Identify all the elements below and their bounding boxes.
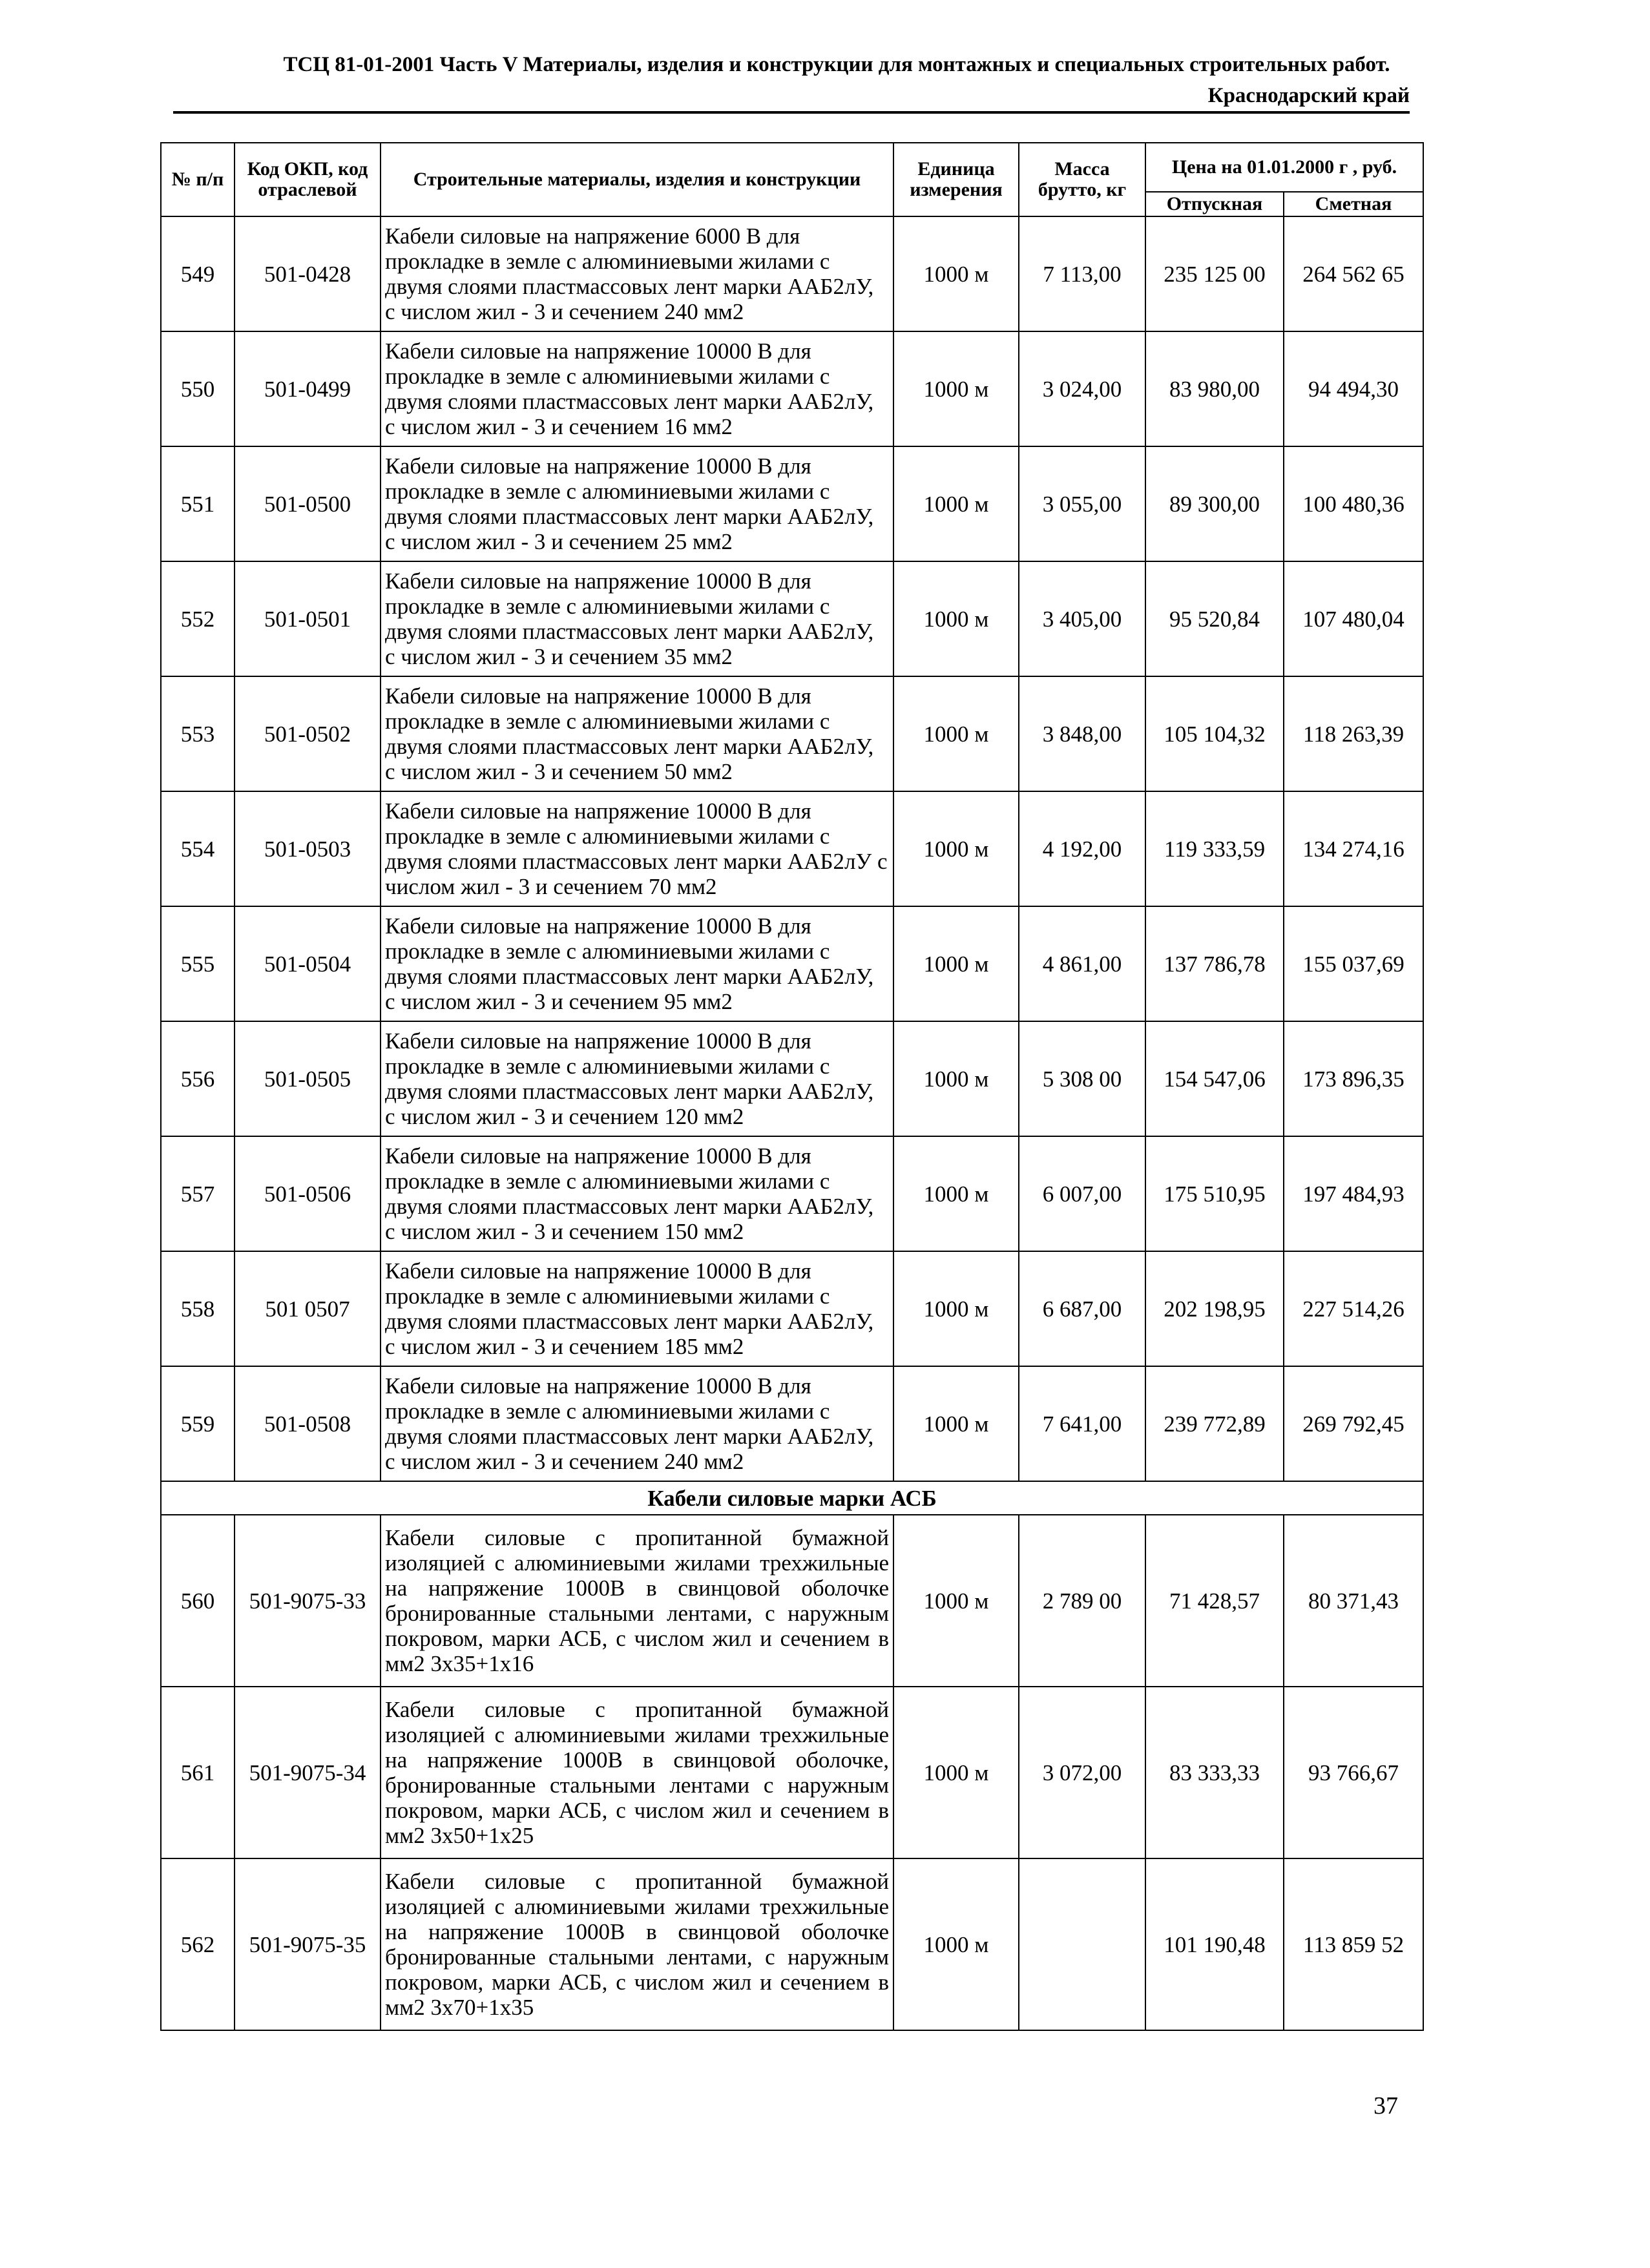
cell-unit: 1000 м (893, 1515, 1019, 1687)
cell-num: 561 (161, 1687, 235, 1858)
cell-price-release: 202 198,95 (1145, 1251, 1284, 1366)
cell-num: 556 (161, 1021, 235, 1136)
col-header-price-estimate: Сметная (1284, 192, 1423, 216)
cell-price-release: 83 333,33 (1145, 1687, 1284, 1858)
cell-price-release: 119 333,59 (1145, 791, 1284, 906)
cell-unit: 1000 м (893, 1021, 1019, 1136)
cell-code: 501-0506 (235, 1136, 381, 1251)
cell-num: 562 (161, 1858, 235, 2030)
table-row (161, 791, 1423, 906)
cell-price-release: 154 547,06 (1145, 1021, 1284, 1136)
table-row (161, 561, 1423, 676)
running-header-title: ТСЦ 81-01-2001 Часть V Материалы, изделия и конструкции для монтажных и специальных строительных работ. (283, 53, 1390, 76)
cell-name: Кабели силовые на напряжение 10000 В для прокладке в земле с алюминиевыми жилами с двумя слоями пластмассовых лент марки ААБ2лУ, с числом жил - 3 и сечением 120 мм2 (381, 1021, 893, 1136)
cell-mass: 3 848,00 (1019, 676, 1145, 791)
table-row (161, 1687, 1423, 1858)
cell-price-release: 239 772,89 (1145, 1366, 1284, 1481)
cell-code: 501-9075-33 (235, 1515, 381, 1687)
page-number: 37 (1373, 2092, 1398, 2119)
cell-mass: 6 687,00 (1019, 1251, 1145, 1366)
cell-price-estimate: 113 859 52 (1284, 1858, 1423, 2030)
running-header-region: Краснодарский край (1207, 84, 1410, 107)
cell-num: 554 (161, 791, 235, 906)
header-rule (173, 111, 1410, 114)
cell-price-estimate: 197 484,93 (1284, 1136, 1423, 1251)
col-header-price-release: Отпускная (1145, 192, 1284, 216)
cell-code: 501-0505 (235, 1021, 381, 1136)
cell-code: 501-0501 (235, 561, 381, 676)
cell-code: 501-0503 (235, 791, 381, 906)
table-row (161, 1251, 1423, 1366)
section-title: Кабели силовые марки АСБ (161, 1481, 1423, 1515)
cell-num: 552 (161, 561, 235, 676)
cell-price-release: 89 300,00 (1145, 446, 1284, 561)
table-row (161, 676, 1423, 791)
table-row (161, 1858, 1423, 2030)
cell-name: Кабели силовые на напряжение 10000 В для прокладке в земле с алюминиевыми жилами с двумя слоями пластмассовых лент марки ААБ2лУ с числом жил - 3 и сечением 70 мм2 (381, 791, 893, 906)
cell-unit: 1000 м (893, 906, 1019, 1021)
cell-unit: 1000 м (893, 1251, 1019, 1366)
cell-code: 501-9075-35 (235, 1858, 381, 2030)
cell-name: Кабели силовые на напряжение 10000 В для прокладке в земле с алюминиевыми жилами с двумя слоями пластмассовых лент марки ААБ2лУ, с числом жил - 3 и сечением 50 мм2 (381, 676, 893, 791)
cell-unit: 1000 м (893, 791, 1019, 906)
cell-mass: 3 024,00 (1019, 331, 1145, 446)
cell-name: Кабели силовые с пропитанной бумажной изоляцией с алюминиевыми жилами трехжильные на напряжение 1000В в свинцовой оболочке бронированные стальными лентами, с наружным покровом, марки АСБ, с числом жил и сечением в мм2 3х70+1х35 (381, 1858, 893, 2030)
cell-price-estimate: 269 792,45 (1284, 1366, 1423, 1481)
cell-mass: 7 641,00 (1019, 1366, 1145, 1481)
cell-price-estimate: 94 494,30 (1284, 331, 1423, 446)
cell-price-estimate: 227 514,26 (1284, 1251, 1423, 1366)
cell-unit: 1000 м (893, 561, 1019, 676)
col-header-price: Цена на 01.01.2000 г , руб. (1145, 143, 1423, 192)
cell-mass: 4 192,00 (1019, 791, 1145, 906)
cell-num: 553 (161, 676, 235, 791)
cell-name: Кабели силовые на напряжение 6000 В для прокладке в земле с алюминиевыми жилами с двумя слоями пластмассовых лент марки ААБ2лУ, с числом жил - 3 и сечением 240 мм2 (381, 216, 893, 331)
cell-unit: 1000 м (893, 331, 1019, 446)
table-row (161, 331, 1423, 446)
cell-num: 558 (161, 1251, 235, 1366)
cell-unit: 1000 м (893, 676, 1019, 791)
cell-code: 501-9075-34 (235, 1687, 381, 1858)
cell-price-release: 105 104,32 (1145, 676, 1284, 791)
cell-name: Кабели силовые на напряжение 10000 В для прокладке в земле с алюминиевыми жилами с двумя слоями пластмассовых лент марки ААБ2лУ, с числом жил - 3 и сечением 240 мм2 (381, 1366, 893, 1481)
cell-price-estimate: 155 037,69 (1284, 906, 1423, 1021)
cell-price-estimate: 173 896,35 (1284, 1021, 1423, 1136)
cell-mass: 7 113,00 (1019, 216, 1145, 331)
cell-mass (1019, 1858, 1145, 2030)
cell-price-estimate: 107 480,04 (1284, 561, 1423, 676)
cell-price-estimate: 100 480,36 (1284, 446, 1423, 561)
cell-name: Кабели силовые на напряжение 10000 В для прокладке в земле с алюминиевыми жилами с двумя слоями пластмассовых лент марки ААБ2лУ, с числом жил - 3 и сечением 16 мм2 (381, 331, 893, 446)
col-header-code: Код ОКП, код отраслевой (235, 143, 381, 216)
cell-mass: 3 072,00 (1019, 1687, 1145, 1858)
table-row (161, 216, 1423, 331)
cell-code: 501-0502 (235, 676, 381, 791)
table-row (161, 1021, 1423, 1136)
cell-name: Кабели силовые на напряжение 10000 В для прокладке в земле с алюминиевыми жилами с двумя слоями пластмассовых лент марки ААБ2лУ, с числом жил - 3 и сечением 25 мм2 (381, 446, 893, 561)
cell-code: 501-0504 (235, 906, 381, 1021)
col-header-unit: Единица измерения (893, 143, 1019, 216)
col-header-mass: Масса брутто, кг (1019, 143, 1145, 216)
cell-price-release: 71 428,57 (1145, 1515, 1284, 1687)
cell-code: 501-0428 (235, 216, 381, 331)
cell-code: 501-0508 (235, 1366, 381, 1481)
cell-price-estimate: 264 562 65 (1284, 216, 1423, 331)
cell-mass: 3 055,00 (1019, 446, 1145, 561)
cell-price-release: 95 520,84 (1145, 561, 1284, 676)
cell-price-release: 235 125 00 (1145, 216, 1284, 331)
cell-code: 501-0500 (235, 446, 381, 561)
cell-unit: 1000 м (893, 1366, 1019, 1481)
cell-num: 559 (161, 1366, 235, 1481)
price-table (160, 142, 1424, 2031)
cell-name: Кабели силовые с пропитанной бумажной изоляцией с алюминиевыми жилами трехжильные на напряжение 1000В в свинцовой оболочке бронированные стальными лентами, с наружным покровом, марки АСБ, с числом жил и сечением в мм2 3х35+1х16 (381, 1515, 893, 1687)
cell-code: 501 0507 (235, 1251, 381, 1366)
cell-price-release: 137 786,78 (1145, 906, 1284, 1021)
cell-mass: 3 405,00 (1019, 561, 1145, 676)
table-row (161, 1136, 1423, 1251)
cell-num: 555 (161, 906, 235, 1021)
cell-price-release: 101 190,48 (1145, 1858, 1284, 2030)
cell-name: Кабели силовые на напряжение 10000 В для прокладке в земле с алюминиевыми жилами с двумя слоями пластмассовых лент марки ААБ2лУ, с числом жил - 3 и сечением 150 мм2 (381, 1136, 893, 1251)
cell-num: 560 (161, 1515, 235, 1687)
section-row (161, 1481, 1423, 1515)
table-row (161, 1366, 1423, 1481)
cell-price-release: 83 980,00 (1145, 331, 1284, 446)
table-row (161, 446, 1423, 561)
cell-unit: 1000 м (893, 216, 1019, 331)
table-row (161, 906, 1423, 1021)
cell-name: Кабели силовые на напряжение 10000 В для прокладке в земле с алюминиевыми жилами с двумя слоями пластмассовых лент марки ААБ2лУ, с числом жил - 3 и сечением 35 мм2 (381, 561, 893, 676)
col-header-name: Строительные материалы, изделия и конструкции (381, 143, 893, 216)
cell-price-estimate: 118 263,39 (1284, 676, 1423, 791)
cell-num: 557 (161, 1136, 235, 1251)
cell-price-estimate: 93 766,67 (1284, 1687, 1423, 1858)
cell-name: Кабели силовые на напряжение 10000 В для прокладке в земле с алюминиевыми жилами с двумя слоями пластмассовых лент марки ААБ2лУ, с числом жил - 3 и сечением 185 мм2 (381, 1251, 893, 1366)
table-row (161, 1515, 1423, 1687)
cell-mass: 4 861,00 (1019, 906, 1145, 1021)
cell-unit: 1000 м (893, 1136, 1019, 1251)
cell-num: 550 (161, 331, 235, 446)
cell-unit: 1000 м (893, 1687, 1019, 1858)
cell-num: 549 (161, 216, 235, 331)
cell-mass: 2 789 00 (1019, 1515, 1145, 1687)
cell-unit: 1000 м (893, 446, 1019, 561)
cell-price-release: 175 510,95 (1145, 1136, 1284, 1251)
cell-price-estimate: 80 371,43 (1284, 1515, 1423, 1687)
col-header-num: № п/п (161, 143, 235, 216)
table-header-row (161, 143, 1423, 192)
cell-price-estimate: 134 274,16 (1284, 791, 1423, 906)
cell-name: Кабели силовые с пропитанной бумажной изоляцией с алюминиевыми жилами трехжильные на напряжение 1000В в свинцовой оболочке, бронированные стальными лентами с наружным покровом, марки АСБ, с числом жил и сечением в мм2 3х50+1х25 (381, 1687, 893, 1858)
cell-mass: 5 308 00 (1019, 1021, 1145, 1136)
cell-code: 501-0499 (235, 331, 381, 446)
cell-unit: 1000 м (893, 1858, 1019, 2030)
cell-num: 551 (161, 446, 235, 561)
cell-mass: 6 007,00 (1019, 1136, 1145, 1251)
cell-name: Кабели силовые на напряжение 10000 В для прокладке в земле с алюминиевыми жилами с двумя слоями пластмассовых лент марки ААБ2лУ, с числом жил - 3 и сечением 95 мм2 (381, 906, 893, 1021)
